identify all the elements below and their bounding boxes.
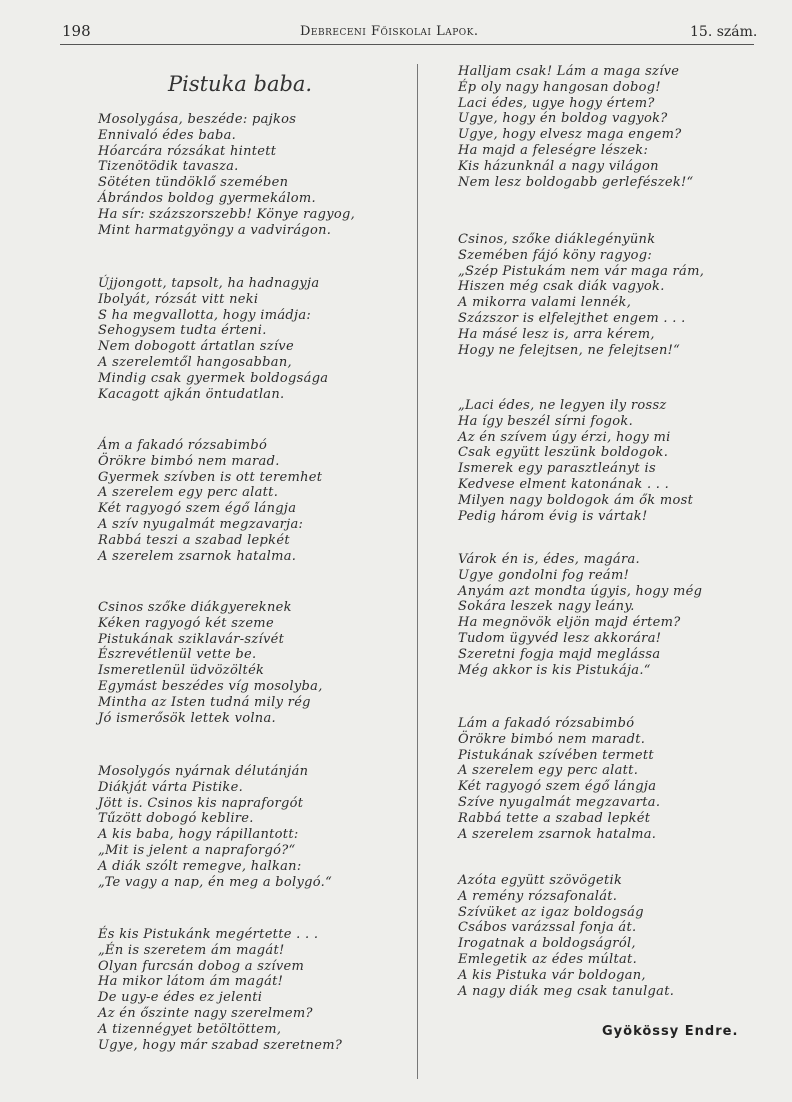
verse-line: A mikorra valami lennék,: [458, 295, 632, 311]
stanza: [98, 600, 323, 726]
poem-title: Pistuka baba.: [168, 72, 313, 96]
verse-line: Ám a fakadó rózsabimbó: [98, 438, 268, 453]
stanza: [98, 276, 328, 402]
verse-line: Milyen nagy boldogok ám ők most: [458, 492, 694, 508]
verse-line: Az én őszinte nagy szerelmem?: [98, 1005, 313, 1021]
verse-line: Tizenötödik tavasza.: [98, 159, 239, 175]
verse-line: Lám a fakadó rózsabimbó: [458, 716, 635, 731]
verse-line: „Szép Pistukám nem vár maga rám,: [458, 263, 705, 279]
verse-line: Ugye, hogy elvesz maga engem?: [458, 127, 682, 143]
verse-line: Szívüket az igaz boldogság: [458, 904, 644, 920]
verse-line: Ha másé lesz is, arra kérem,: [458, 326, 655, 342]
verse-line: Örökre bimbó nem maradt.: [458, 731, 646, 747]
stanza: [98, 764, 332, 890]
verse-line: Ennivaló édes baba.: [98, 127, 237, 143]
verse-line: Hogy ne felejtsen, ne felejtsen!“: [458, 342, 681, 358]
verse-line: Szemében fájó köny ragyog:: [458, 247, 653, 263]
verse-line: Irogatnak a boldogságról,: [458, 936, 636, 952]
verse-line: Két ragyogó szem égő lángja: [98, 501, 297, 517]
verse-line: Észrevétlenül vette be.: [98, 647, 257, 663]
stanza: [458, 716, 660, 842]
verse-line: Ugye gondolni fog reám!: [458, 567, 630, 583]
verse-line: De ugy-e édes ez jelenti: [98, 990, 263, 1006]
verse-line: Rabbá teszi a szabad lepkét: [98, 532, 290, 548]
verse-line: Mintha az Isten tudná mily rég: [98, 694, 311, 710]
verse-line: Két ragyogó szem égő lángja: [458, 779, 657, 795]
verse-line: Ismeretlenül üdvözölték: [98, 663, 265, 679]
verse-line: Tűzött dobogó keblire.: [98, 811, 254, 827]
page-number: 198: [62, 22, 91, 40]
verse-line: Laci édes, ugye hogy értem?: [458, 95, 655, 111]
verse-line: A nagy diák meg csak tanulgat.: [458, 983, 675, 999]
verse-line: Csak együtt leszünk boldogok.: [458, 445, 669, 461]
stanza: [98, 112, 355, 238]
page-header: [0, 0, 792, 50]
verse-line: Ép oly nagy hangosan dobog!: [458, 79, 661, 95]
verse-line: A remény rózsafonalát.: [458, 888, 618, 904]
verse-line: Várok én is, édes, magára.: [458, 552, 640, 567]
column-divider: [417, 64, 418, 1079]
verse-line: Mint harmatgyöngy a vadvirágon.: [98, 222, 332, 238]
verse-line: Csinos szőke diákgyereknek: [98, 600, 292, 615]
verse-line: „Mit is jelent a napraforgó?“: [98, 842, 296, 858]
author-signature: Gyökössy Endre.: [602, 1024, 739, 1039]
verse-line: A szerelem egy perc alatt.: [458, 763, 639, 779]
verse-line: A kis baba, hogy rápillantott:: [98, 827, 299, 843]
verse-line: Csinos, szőke diáklegényünk: [458, 232, 656, 247]
stanza: [98, 927, 342, 1053]
verse-line: Hiszen még csak diák vagyok.: [458, 279, 665, 295]
verse-line: A szerelemtől hangosabban,: [98, 354, 292, 370]
stanza: [458, 398, 693, 524]
verse-line: Mindig csak gyermek boldogsága: [98, 370, 329, 386]
verse-line: Anyám azt mondta úgyis, hogy még: [458, 583, 703, 599]
verse-line: Szíve nyugalmát megzavarta.: [458, 794, 661, 810]
verse-line: „Laci édes, ne legyen ily rossz: [458, 398, 667, 413]
verse-line: És kis Pistukánk megértette . . .: [98, 927, 319, 942]
header-rule: [60, 44, 754, 45]
verse-line: Ugye, hogy már szabad szeretnem?: [98, 1037, 343, 1053]
verse-line: Ismerek egy parasztleányt is: [458, 461, 656, 477]
verse-line: Tudom ügyvéd lesz akkorára!: [458, 630, 662, 646]
verse-line: Pedig három évig is vártak!: [458, 508, 648, 524]
verse-line: Mosolygása, beszéde: pajkos: [98, 112, 297, 127]
verse-line: „Én is szeretem ám magát!: [98, 942, 285, 958]
verse-line: Ha így beszél sírni fogok.: [458, 413, 633, 429]
verse-line: Sokára leszek nagy leány.: [458, 599, 635, 615]
verse-line: S ha megvallotta, hogy imádja:: [98, 307, 312, 323]
verse-line: Pistukának sziklavár-szívét: [98, 631, 285, 647]
verse-line: Olyan furcsán dobog a szívem: [98, 958, 305, 974]
verse-line: Azóta együtt szövögetik: [458, 873, 623, 888]
verse-line: Ha megnövök eljön majd értem?: [458, 615, 681, 631]
verse-line: Nem dobogott ártatlan szíve: [98, 339, 294, 355]
stanza: [458, 552, 702, 678]
verse-line: Szeretni fogja majd meglássa: [458, 646, 661, 662]
verse-line: A szerelem zsarnok hatalma.: [458, 826, 657, 842]
verse-line: Emlegetik az édes múltat.: [458, 951, 638, 967]
verse-line: Ha majd a feleségre lészek:: [458, 142, 649, 158]
verse-line: Ibolyát, rózsát vitt neki: [98, 291, 259, 307]
verse-line: Százszor is elfelejthet engem . . .: [458, 310, 686, 326]
stanza: [458, 232, 704, 358]
verse-line: „Te vagy a nap, én meg a bolygó.“: [98, 874, 333, 890]
verse-line: Kedvese elment katonának . . .: [458, 476, 670, 492]
verse-line: Ha sír: százszorszebb! Könye ragyog,: [98, 206, 356, 222]
verse-line: Ábrándos boldog gyermekálom.: [98, 190, 316, 206]
verse-line: A tizennégyet betöltöttem,: [98, 1021, 282, 1037]
issue-number: 15. szám.: [690, 24, 758, 40]
verse-line: Sötéten tündöklő szemében: [98, 175, 289, 191]
verse-line: A szív nyugalmát megzavarja:: [98, 516, 304, 532]
verse-line: Kis házunknál a nagy világon: [458, 158, 659, 174]
verse-line: Csábos varázssal fonja át.: [458, 920, 637, 936]
verse-line: Pistukának szívében termett: [458, 747, 654, 763]
verse-line: Mosolygós nyárnak délutánján: [98, 764, 309, 779]
verse-line: Gyermek szívben is ott teremhet: [98, 469, 323, 485]
verse-line: Még akkor is kis Pistukája.“: [458, 662, 651, 678]
verse-line: Ha mikor látom ám magát!: [98, 974, 284, 990]
verse-line: Diákját várta Pistike.: [98, 779, 244, 795]
verse-line: Újjongott, tapsolt, ha hadnagyja: [98, 276, 320, 291]
stanza: [98, 438, 322, 564]
verse-line: Jött is. Csinos kis napraforgót: [98, 795, 304, 811]
verse-line: Sehogysem tudta érteni.: [98, 323, 267, 339]
stanza: [458, 64, 693, 190]
journal-title: Debreceni Főiskolai Lapok.: [300, 24, 479, 39]
verse-line: Kacagott ajkán öntudatlan.: [98, 386, 285, 402]
stanza: [458, 873, 674, 999]
verse-line: Jó ismerősök lettek volna.: [98, 710, 276, 726]
verse-line: Egymást beszédes víg mosolyba,: [98, 678, 323, 694]
verse-line: A diák szólt remegve, halkan:: [98, 858, 302, 874]
verse-line: Rabbá tette a szabad lepkét: [458, 810, 651, 826]
verse-line: Örökre bimbó nem marad.: [98, 453, 280, 469]
verse-line: Hóarcára rózsákat hintett: [98, 143, 277, 159]
verse-line: Az én szívem úgy érzi, hogy mi: [458, 429, 671, 445]
verse-line: Ugye, hogy én boldog vagyok?: [458, 111, 668, 127]
verse-line: A szerelem zsarnok hatalma.: [98, 548, 297, 564]
verse-line: Halljam csak! Lám a maga szíve: [458, 64, 680, 79]
verse-line: A szerelem egy perc alatt.: [98, 485, 279, 501]
verse-line: Nem lesz boldogabb gerlefészek!“: [458, 174, 694, 190]
verse-line: Kéken ragyogó két szeme: [98, 615, 274, 631]
verse-line: A kis Pistuka vár boldogan,: [458, 967, 646, 983]
